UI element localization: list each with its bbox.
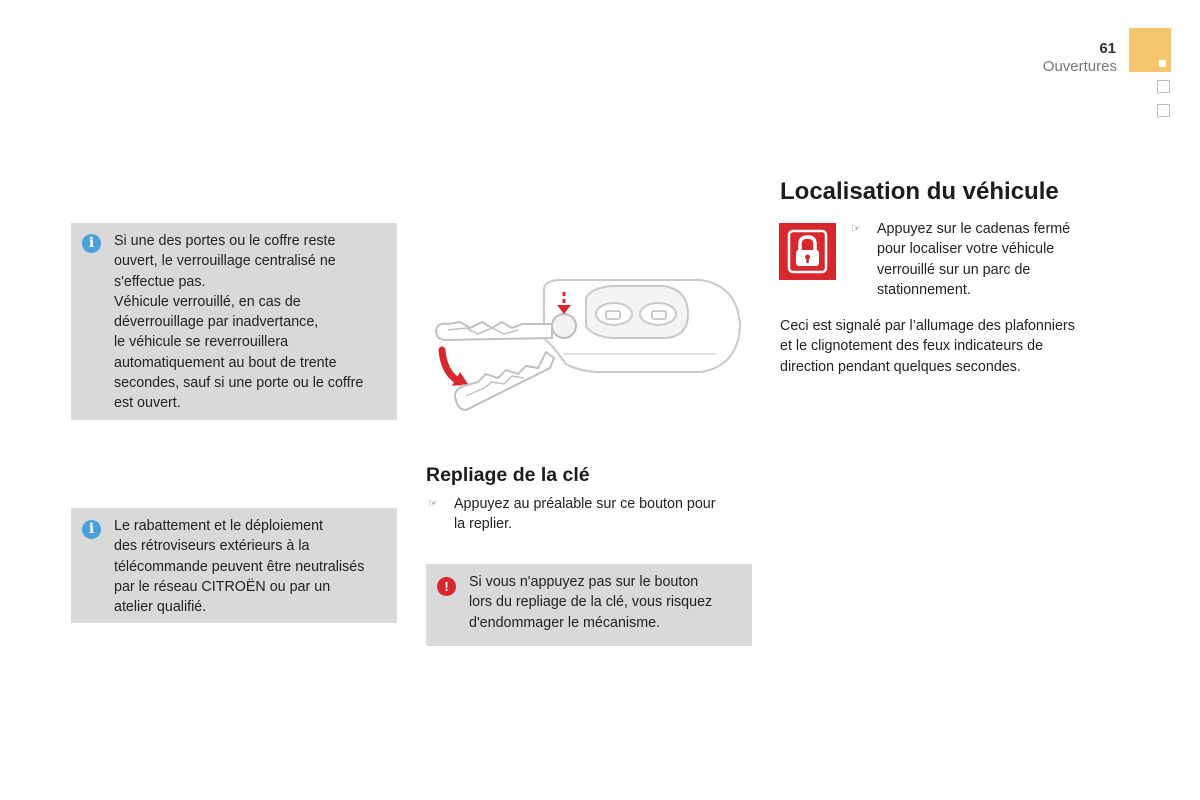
tab-marker [1159,60,1166,67]
key-blade-extended [436,322,552,340]
info-box-doors [71,223,397,420]
page-number: 61 [1099,40,1116,57]
release-button [552,314,576,338]
unlock-button [640,303,676,325]
info-icon: i [82,234,101,253]
info-box-mirrors [71,508,397,623]
folding-key-illustration [426,278,744,418]
section-title: Ouvertures [1042,58,1117,75]
chapter-tab-box [1157,80,1170,93]
localisation-instruction: Appuyez sur le cadenas fermé pour localiser votre véhicule verrouillé sur un parc de stationnement. [877,221,1071,298]
pointing-hand-icon: ☞ [851,223,861,235]
pointing-hand-icon: ☞ [428,498,438,510]
chapter-tab [1129,28,1171,72]
warning-text: Si vous n'appuyez pas sur le bouton lors du repliage de la clé, vous risquez d'endommager le mécanisme. [469,574,713,631]
chapter-tab-box [1157,104,1170,117]
info-icon: i [82,520,101,539]
section-heading-repliage: Repliage de la clé [426,464,590,486]
padlock-graphic [779,223,836,280]
warning-box-repliage [426,564,752,646]
padlock-closed-icon [779,223,836,280]
lock-button [596,303,632,325]
section-heading-localisation: Localisation du véhicule [780,178,1059,205]
warning-icon: ! [437,577,456,596]
info-text-doors: Si une des portes ou le coffre reste ouvert, le verrouillage centralisé ne s'effectue pas. Véhicule verrouillé, en cas de déverrouillage par inadvertance, le véhicule se reverrouillera automatiquement au bout de trente secondes, sauf si une porte ou le coffre est ouvert. [114,233,364,412]
key-blade-folding [455,352,554,410]
localisation-description: Ceci est signalé par l’allumage des plafonniers et le clignotement des feux indicateurs de direction pendant quelques secondes. [780,318,1075,375]
info-text-mirrors: Le rabattement et le déploiement des rétroviseurs extérieurs à la télécommande peuvent être neutralisés par le réseau CITROËN ou par un atelier qualifié. [114,518,365,616]
repliage-instruction: Appuyez au préalable sur ce bouton pour la replier. [454,496,716,533]
